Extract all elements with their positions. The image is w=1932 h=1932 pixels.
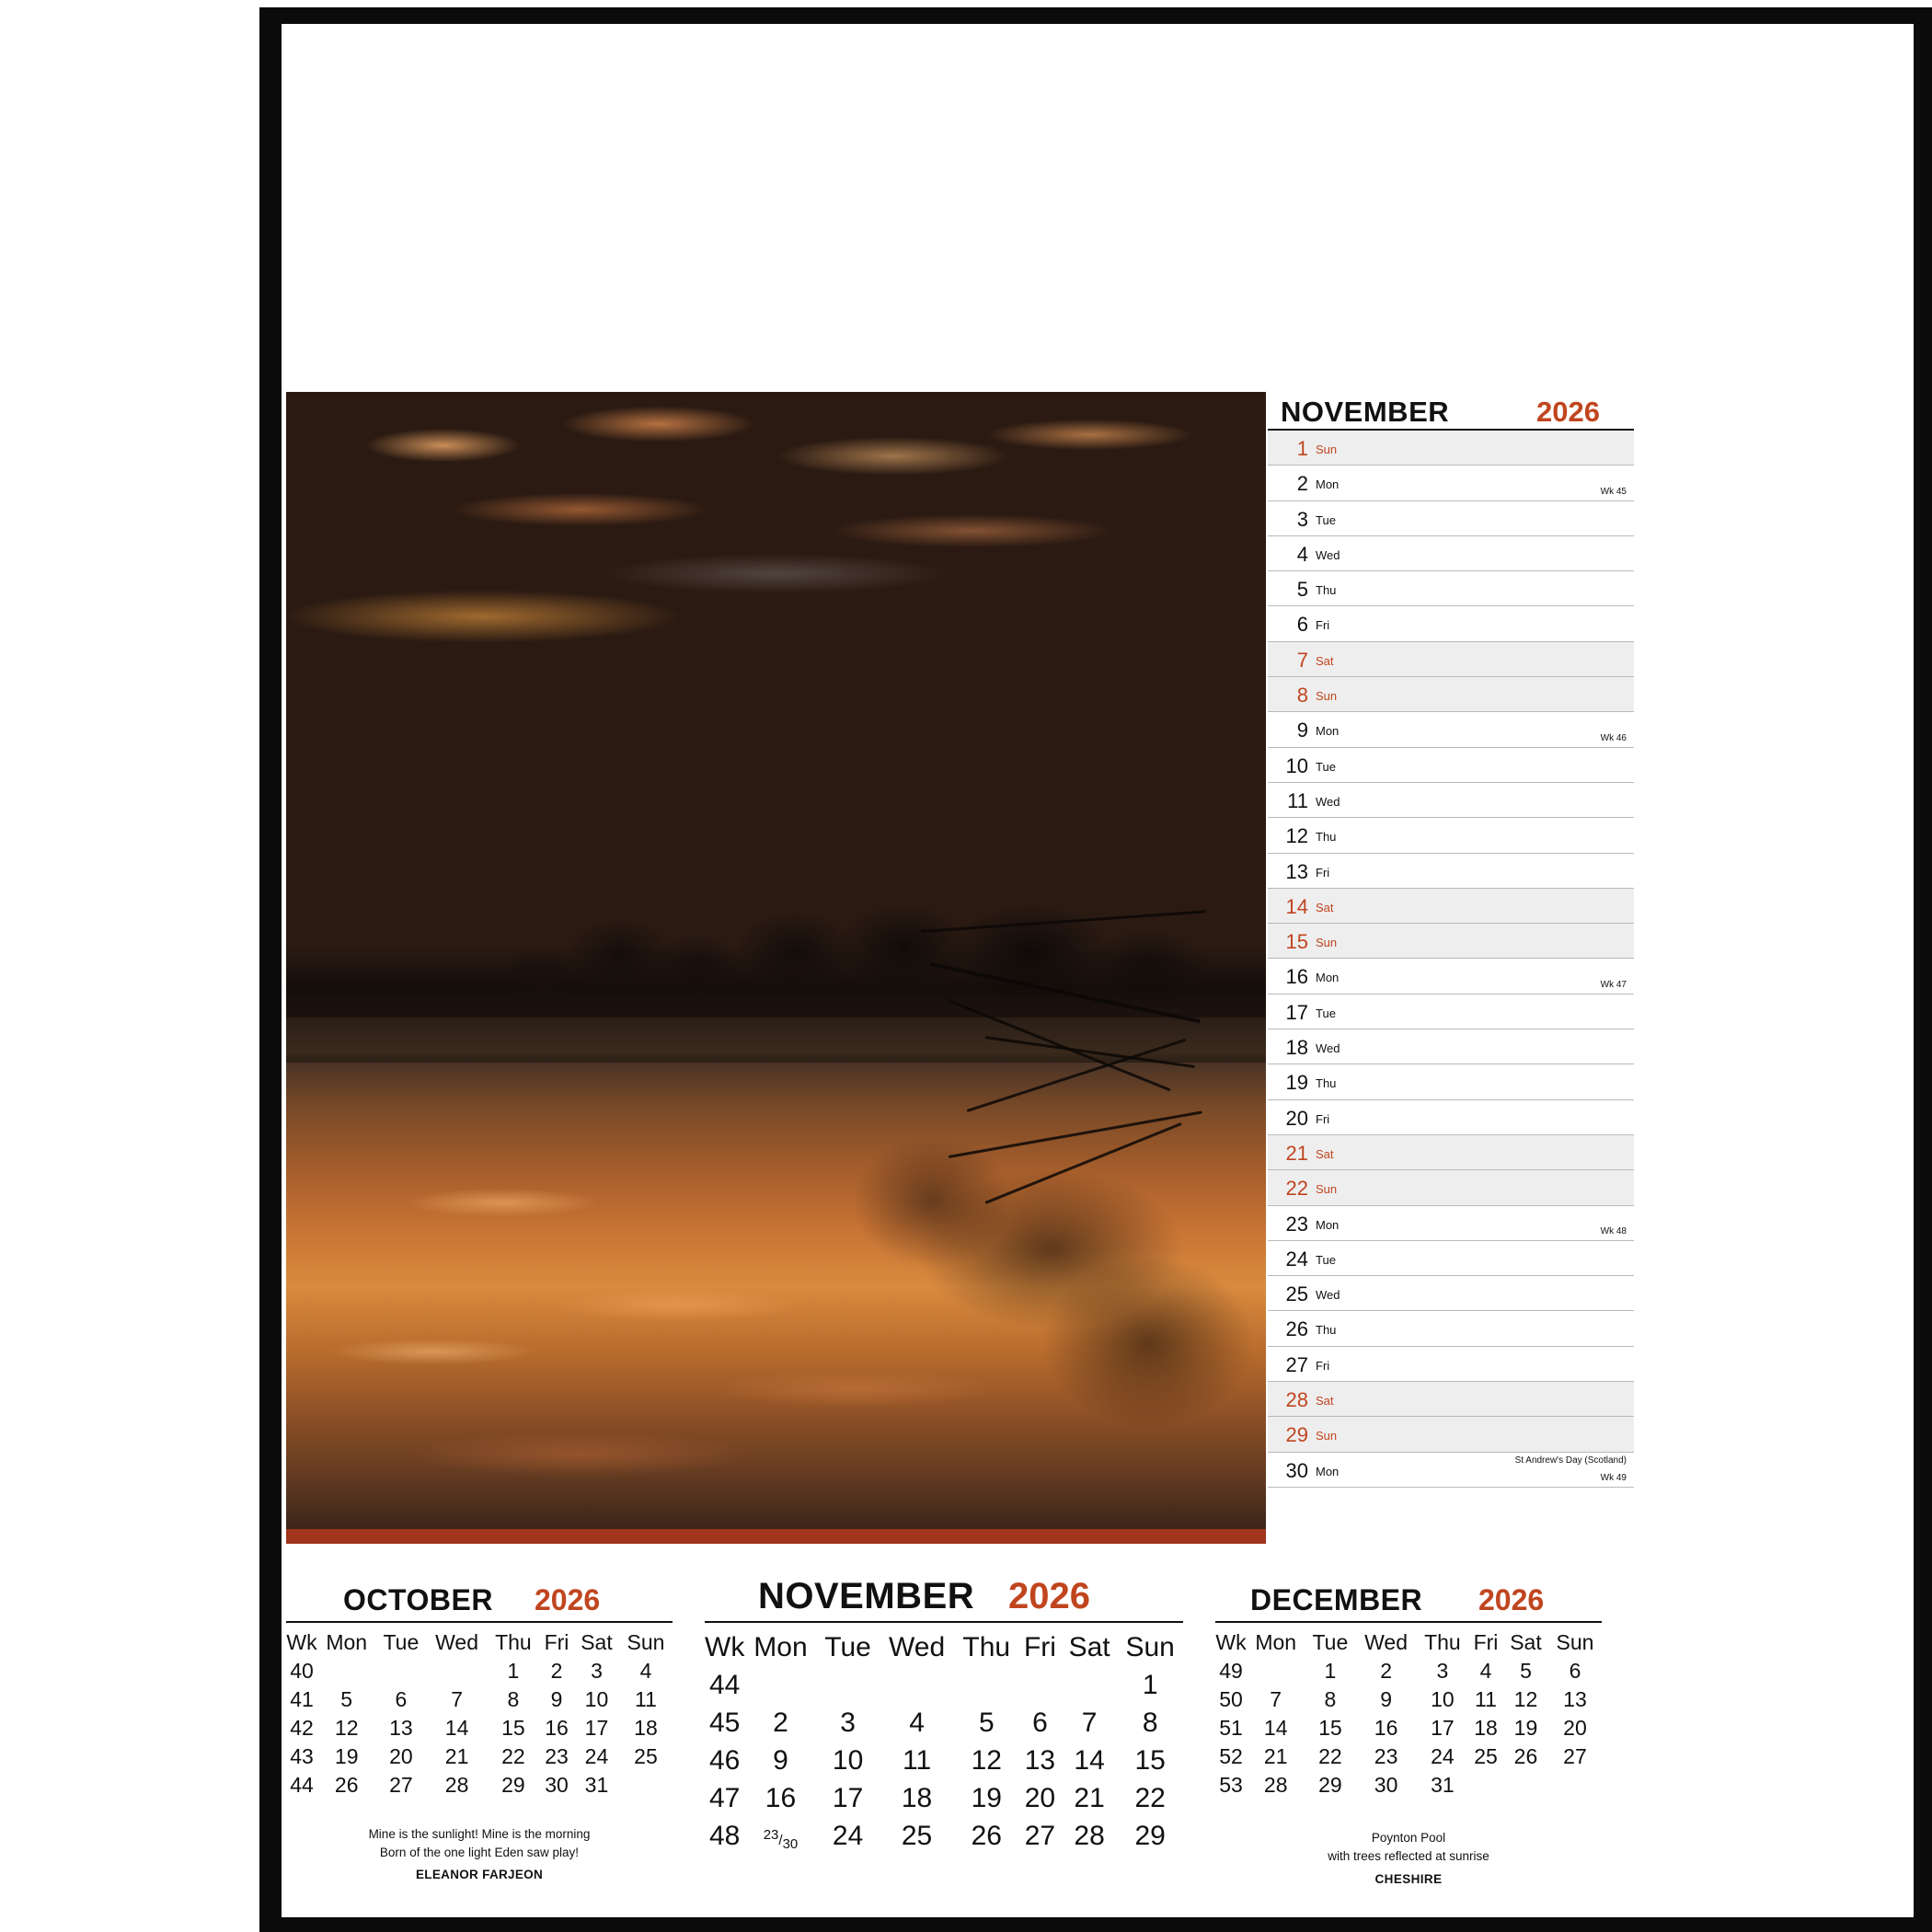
day-number: 28 xyxy=(1285,1388,1308,1412)
mini-day-cell[interactable]: 5 xyxy=(978,1707,995,1738)
mini-day-cell[interactable]: 4 xyxy=(909,1707,925,1738)
mini-header xyxy=(1215,1579,1602,1623)
mini-day-cell[interactable]: 18 xyxy=(1474,1716,1498,1740)
mini-day-cell[interactable]: 19 xyxy=(334,1744,359,1768)
wk-header: Wk xyxy=(1215,1630,1247,1654)
day-number: 20 xyxy=(1285,1106,1308,1130)
mini-day-cell[interactable]: 14 xyxy=(444,1716,469,1740)
mini-grid xyxy=(286,1628,673,1800)
mini-day-cell[interactable]: 3 xyxy=(1436,1659,1449,1683)
mini-day-cell[interactable]: 11 xyxy=(902,1744,932,1776)
mini-week-number: 47 xyxy=(708,1782,741,1813)
mini-day-cell[interactable]: 12 xyxy=(1513,1687,1538,1711)
mini-week-row xyxy=(705,1666,1183,1704)
mini-day-cell[interactable]: 4 xyxy=(1479,1659,1492,1683)
mini-day-cell[interactable] xyxy=(426,1657,487,1685)
mini-day-cell[interactable]: 19 xyxy=(971,1782,1002,1813)
mini-day-cell[interactable]: 14 xyxy=(1074,1744,1105,1776)
mini-day-cell[interactable] xyxy=(955,1666,1018,1704)
page-frame xyxy=(259,7,1932,1932)
day-row[interactable] xyxy=(1268,712,1634,747)
mini-week-number: 41 xyxy=(290,1687,314,1711)
day-name: Sun xyxy=(1316,1182,1338,1197)
day-number: 10 xyxy=(1285,753,1308,777)
mini-day-cell[interactable]: 19 xyxy=(1513,1716,1538,1740)
mini-week-row xyxy=(286,1714,673,1742)
day-name: Thu xyxy=(1316,830,1337,845)
mini-day-cell[interactable]: 23 xyxy=(1374,1744,1398,1768)
mini-year: 2026 xyxy=(1008,1576,1090,1616)
mini-day-cell[interactable]: 24 xyxy=(832,1820,864,1851)
wk-header: Wk xyxy=(286,1630,317,1654)
mini-day-cell[interactable]: 7 xyxy=(1081,1707,1098,1738)
day-row[interactable] xyxy=(1268,536,1634,571)
mini-day-cell[interactable]: 20 xyxy=(1563,1716,1587,1740)
mini-day-cell[interactable]: 23 xyxy=(545,1744,569,1768)
mini-header xyxy=(705,1576,1183,1623)
mini-day-cell[interactable] xyxy=(1548,1771,1602,1800)
day-name: Fri xyxy=(1316,1358,1330,1373)
wk-header: Wk xyxy=(705,1631,745,1662)
mini-day-cell[interactable]: 10 xyxy=(584,1687,609,1711)
day-number: 25 xyxy=(1285,1282,1308,1306)
day-name: Tue xyxy=(1316,512,1336,527)
day-number: 7 xyxy=(1296,648,1308,672)
day-name: Sat xyxy=(1316,1394,1334,1409)
day-number: 13 xyxy=(1285,859,1308,883)
day-name: Sun xyxy=(1316,689,1338,704)
day-number: 16 xyxy=(1285,965,1308,989)
day-name: Sun xyxy=(1316,1429,1338,1443)
month-title: NOVEMBER xyxy=(1281,396,1450,428)
mini-week-row xyxy=(1215,1657,1602,1685)
mini-week-number: 52 xyxy=(1219,1744,1243,1768)
day-name: Mon xyxy=(1316,971,1340,985)
dow-header: Thu xyxy=(495,1630,532,1654)
day-number: 27 xyxy=(1285,1352,1308,1376)
photo-area xyxy=(286,392,1266,1555)
dow-header: Mon xyxy=(753,1631,808,1662)
mini-title: OCTOBER xyxy=(343,1583,493,1616)
mini-day-cell[interactable]: 29 xyxy=(1318,1773,1342,1797)
day-row[interactable] xyxy=(1268,1311,1634,1346)
mini-day-cell[interactable]: 16 xyxy=(765,1782,797,1813)
day-name: Sat xyxy=(1316,900,1334,914)
mini-day-cell[interactable]: 28 xyxy=(1263,1773,1288,1797)
day-row[interactable] xyxy=(1268,854,1634,889)
day-number: 9 xyxy=(1296,719,1308,742)
mini-day-cell[interactable]: 15 xyxy=(1318,1716,1342,1740)
mini-day-cell[interactable]: 9 xyxy=(773,1744,788,1776)
mini-day-cell[interactable]: 25 xyxy=(901,1820,933,1851)
mini-day-cell[interactable] xyxy=(317,1657,375,1685)
mini-week-number: 50 xyxy=(1219,1687,1243,1711)
mini-calendar-november xyxy=(705,1576,1183,1855)
mini-day-cell[interactable]: 10 xyxy=(1431,1687,1455,1711)
mini-week-row xyxy=(1215,1742,1602,1771)
dow-header: Tue xyxy=(1312,1630,1349,1654)
mini-day-cell[interactable]: 21 xyxy=(1074,1782,1105,1813)
day-number: 1 xyxy=(1296,437,1308,460)
mini-day-cell[interactable]: 20 xyxy=(389,1744,413,1768)
mini-week-row xyxy=(1215,1685,1602,1714)
dow-header: Fri xyxy=(1473,1630,1499,1654)
week-number: Wk 45 xyxy=(1600,486,1627,497)
mini-day-cell[interactable]: 8 xyxy=(1142,1707,1158,1738)
mini-day-cell[interactable]: 26 xyxy=(334,1773,359,1797)
dow-header: Thu xyxy=(1424,1630,1461,1654)
quote-line-2: Born of the one light Eden saw play! xyxy=(379,1845,580,1859)
mini-day-cell[interactable]: 2 xyxy=(550,1659,563,1683)
month-year: 2026 xyxy=(1536,396,1600,428)
dow-header: Sat xyxy=(1510,1630,1542,1654)
day-number: 12 xyxy=(1285,824,1308,848)
mini-day-cell[interactable]: 29 xyxy=(501,1773,525,1797)
mini-day-cell[interactable]: 4 xyxy=(639,1659,652,1683)
mini-day-cell[interactable]: 1 xyxy=(1324,1659,1337,1683)
mini-week-row xyxy=(705,1779,1183,1817)
day-number: 30 xyxy=(1285,1458,1308,1482)
mini-day-cell[interactable]: 28 xyxy=(1074,1820,1105,1851)
mini-day-cell[interactable]: 3 xyxy=(840,1707,856,1738)
dow-header: Fri xyxy=(544,1630,569,1654)
day-name: Mon xyxy=(1316,1217,1340,1232)
day-number: 15 xyxy=(1285,930,1308,954)
day-row[interactable] xyxy=(1268,1029,1634,1064)
day-name: Mon xyxy=(1316,724,1340,739)
mini-day-cell[interactable]: 15 xyxy=(501,1716,525,1740)
mini-day-cell[interactable]: 24 xyxy=(584,1744,609,1768)
mini-week-number: 42 xyxy=(290,1716,314,1740)
day-number: 3 xyxy=(1296,507,1308,531)
mini-week-number: 40 xyxy=(290,1659,314,1683)
day-name: Wed xyxy=(1316,794,1340,809)
day-name: Sun xyxy=(1316,443,1338,456)
day-number: 6 xyxy=(1296,613,1308,637)
dow-header: Sun xyxy=(627,1630,665,1654)
dow-header: Wed xyxy=(435,1630,479,1654)
mini-week-number: 44 xyxy=(708,1669,741,1700)
day-row[interactable] xyxy=(1268,1276,1634,1311)
mini-day-cell[interactable]: 5 xyxy=(340,1687,353,1711)
mini-year: 2026 xyxy=(535,1583,601,1616)
week-number: Wk 46 xyxy=(1600,732,1627,743)
day-row[interactable] xyxy=(1268,818,1634,853)
mini-grid xyxy=(705,1628,1183,1855)
mini-day-cell[interactable]: 22 xyxy=(1318,1744,1342,1768)
mini-day-cell[interactable]: 21 xyxy=(444,1744,469,1768)
mini-day-cell[interactable]: 11 xyxy=(1475,1687,1497,1711)
quote-line-1: Mine is the sunlight! Mine is the morning xyxy=(368,1827,591,1841)
mini-grid xyxy=(1215,1628,1602,1800)
day-row[interactable] xyxy=(1268,677,1634,712)
mini-day-cell[interactable]: 9 xyxy=(550,1687,563,1711)
mini-day-cell[interactable]: 20 xyxy=(1024,1782,1056,1813)
day-name: Mon xyxy=(1316,477,1340,492)
day-number: 17 xyxy=(1285,1000,1308,1024)
dow-header: Sat xyxy=(1068,1631,1110,1662)
mini-day-cell[interactable] xyxy=(1062,1666,1117,1704)
mini-day-cell[interactable]: 27 xyxy=(1563,1744,1587,1768)
mini-week-row xyxy=(1215,1714,1602,1742)
day-row[interactable] xyxy=(1268,1241,1634,1276)
day-number: 21 xyxy=(1285,1141,1308,1165)
day-name: Fri xyxy=(1316,618,1330,633)
mini-day-cell[interactable]: 7 xyxy=(1270,1687,1282,1711)
mini-day-cell[interactable] xyxy=(1247,1657,1305,1685)
month-header xyxy=(1268,392,1634,431)
day-number: 23 xyxy=(1285,1212,1308,1236)
day-number: 4 xyxy=(1296,542,1308,566)
mini-day-cell[interactable]: 1 xyxy=(1142,1669,1158,1700)
mini-day-cell[interactable]: 26 xyxy=(971,1820,1002,1851)
day-name: Thu xyxy=(1316,1076,1337,1091)
mini-day-cell[interactable]: 11 xyxy=(635,1687,657,1711)
mini-day-cell[interactable]: 17 xyxy=(832,1782,864,1813)
day-name: Sat xyxy=(1316,653,1334,668)
day-number: 8 xyxy=(1296,684,1308,707)
dow-header: Tue xyxy=(383,1630,420,1654)
mini-week-row xyxy=(705,1704,1183,1742)
mini-week-number: 53 xyxy=(1219,1773,1243,1797)
day-number: 5 xyxy=(1296,578,1308,602)
mini-day-cell[interactable]: 15 xyxy=(1134,1744,1166,1776)
mini-day-cell[interactable]: 31 xyxy=(584,1773,609,1797)
mini-day-cell[interactable]: 7 xyxy=(451,1687,463,1711)
mini-day-cell[interactable]: 5 xyxy=(1520,1659,1532,1683)
accent-strip xyxy=(286,1529,1266,1544)
caption-line-1: Poynton Pool xyxy=(1371,1831,1446,1845)
mini-day-cell[interactable]: 2 xyxy=(773,1707,788,1738)
calendar-sheet xyxy=(282,24,1914,1917)
day-row[interactable] xyxy=(1268,1453,1634,1488)
week-number: Wk 48 xyxy=(1600,1225,1627,1236)
mini-day-cell[interactable]: 21 xyxy=(1263,1744,1288,1768)
mini-day-cell[interactable] xyxy=(375,1657,426,1685)
day-name: Thu xyxy=(1316,1323,1337,1338)
mini-day-cell[interactable]: 17 xyxy=(1431,1716,1455,1740)
dow-header: Sat xyxy=(581,1630,613,1654)
mini-day-cell[interactable]: 25 xyxy=(1474,1744,1498,1768)
mini-day-cell[interactable]: 31 xyxy=(1431,1773,1455,1797)
mini-day-cell[interactable]: 6 xyxy=(395,1687,408,1711)
mini-day-cell[interactable]: $^{23}/_{30}$ xyxy=(763,1826,799,1852)
day-row[interactable] xyxy=(1268,1347,1634,1382)
mini-day-cell[interactable]: 18 xyxy=(901,1782,933,1813)
mini-day-cell[interactable]: 13 xyxy=(1024,1744,1056,1776)
day-row[interactable] xyxy=(1268,1382,1634,1417)
mini-title: DECEMBER xyxy=(1250,1583,1423,1616)
day-row[interactable] xyxy=(1268,571,1634,606)
mini-week-number: 48 xyxy=(708,1820,741,1851)
day-name: Mon xyxy=(1316,1464,1340,1478)
mini-week-row xyxy=(1215,1771,1602,1800)
day-number: 18 xyxy=(1285,1036,1308,1060)
mini-day-cell[interactable]: 26 xyxy=(1513,1744,1538,1768)
mini-header xyxy=(286,1579,673,1623)
month-column xyxy=(1268,392,1634,1555)
mini-calendar-october xyxy=(286,1579,673,1882)
day-row[interactable] xyxy=(1268,995,1634,1029)
day-name: Fri xyxy=(1316,1111,1330,1126)
photo-water-reflections xyxy=(286,1063,1266,1529)
day-name: Wed xyxy=(1316,547,1340,562)
mini-day-cell[interactable]: 3 xyxy=(591,1659,603,1683)
day-row[interactable] xyxy=(1268,783,1634,818)
day-number: 2 xyxy=(1296,472,1308,496)
quote-block xyxy=(286,1825,673,1884)
photo-caption xyxy=(1215,1829,1602,1889)
dow-header: Sun xyxy=(1125,1631,1175,1662)
day-note: St Andrew's Day (Scotland) xyxy=(1514,1455,1627,1466)
day-name: Tue xyxy=(1316,759,1336,774)
day-name: Sat xyxy=(1316,1146,1334,1161)
mini-day-cell[interactable]: 10 xyxy=(832,1744,864,1776)
mini-day-cell[interactable]: 29 xyxy=(1134,1820,1166,1851)
day-number: 14 xyxy=(1285,894,1308,918)
mini-day-cell[interactable]: 17 xyxy=(584,1716,609,1740)
day-number: 26 xyxy=(1285,1317,1308,1341)
dow-header: Sun xyxy=(1556,1630,1594,1654)
mini-day-cell[interactable] xyxy=(744,1666,816,1704)
sunset-lake-photo xyxy=(286,392,1266,1529)
day-row[interactable] xyxy=(1268,748,1634,783)
day-name: Tue xyxy=(1316,1252,1336,1267)
day-row[interactable] xyxy=(1268,466,1634,500)
day-number: 11 xyxy=(1287,788,1308,812)
week-number: Wk 47 xyxy=(1600,979,1627,990)
day-name: Wed xyxy=(1316,1288,1340,1303)
mini-day-cell[interactable]: 8 xyxy=(1324,1687,1337,1711)
mini-calendars xyxy=(286,1576,1634,1886)
day-row[interactable] xyxy=(1268,1206,1634,1241)
dow-header: Mon xyxy=(1255,1630,1297,1654)
mini-day-cell[interactable]: 16 xyxy=(545,1716,569,1740)
day-row[interactable] xyxy=(1268,431,1634,466)
photo-treeline xyxy=(286,846,1266,1029)
day-number: 29 xyxy=(1285,1423,1308,1447)
mini-day-cell[interactable]: 6 xyxy=(1569,1659,1581,1683)
dow-header: Thu xyxy=(962,1631,1011,1662)
mini-title: NOVEMBER xyxy=(758,1576,975,1616)
day-name: Sun xyxy=(1316,936,1338,950)
mini-day-cell[interactable]: 27 xyxy=(1024,1820,1056,1851)
dow-header: Fri xyxy=(1023,1631,1056,1662)
mini-day-cell[interactable]: 25 xyxy=(634,1744,658,1768)
dow-header: Wed xyxy=(1364,1630,1409,1654)
day-number: 22 xyxy=(1285,1177,1308,1201)
day-number: 19 xyxy=(1285,1071,1308,1095)
mini-day-cell[interactable]: 13 xyxy=(389,1716,413,1740)
day-row[interactable] xyxy=(1268,1170,1634,1205)
mini-week-row xyxy=(705,1742,1183,1779)
day-row[interactable] xyxy=(1268,1417,1634,1452)
mini-day-cell[interactable]: 2 xyxy=(1380,1659,1392,1683)
mini-week-row xyxy=(705,1817,1183,1855)
mini-day-cell[interactable]: 6 xyxy=(1032,1707,1048,1738)
mini-day-cell[interactable]: 8 xyxy=(507,1687,520,1711)
mini-day-cell[interactable]: 22 xyxy=(501,1744,525,1768)
day-name: Wed xyxy=(1316,1041,1340,1056)
mini-day-cell[interactable]: 28 xyxy=(444,1773,469,1797)
mini-week-number: 44 xyxy=(290,1773,314,1797)
day-row[interactable] xyxy=(1268,1064,1634,1099)
day-number: 24 xyxy=(1285,1247,1308,1271)
mini-day-cell[interactable]: 30 xyxy=(545,1773,569,1797)
mini-week-number: 51 xyxy=(1219,1716,1243,1740)
mini-week-number: 43 xyxy=(290,1744,314,1768)
mini-day-cell[interactable]: 30 xyxy=(1374,1773,1398,1797)
quote-author: ELEANOR FARJEON xyxy=(415,1868,544,1882)
mini-day-cell[interactable]: 18 xyxy=(634,1716,658,1740)
week-number: Wk 49 xyxy=(1600,1472,1627,1483)
mini-day-cell[interactable] xyxy=(880,1666,955,1704)
mini-week-row xyxy=(286,1685,673,1714)
mini-week-number: 45 xyxy=(708,1707,741,1738)
mini-day-cell[interactable]: 9 xyxy=(1380,1687,1392,1711)
day-row[interactable] xyxy=(1268,924,1634,959)
mini-day-cell[interactable]: 16 xyxy=(1374,1716,1398,1740)
mini-week-number: 46 xyxy=(708,1744,741,1776)
mini-calendar-december xyxy=(1215,1579,1602,1800)
mini-day-cell[interactable]: 13 xyxy=(1563,1687,1587,1711)
day-row[interactable] xyxy=(1268,1100,1634,1135)
mini-week-row xyxy=(286,1742,673,1771)
mini-day-cell[interactable] xyxy=(817,1666,880,1704)
day-name: Tue xyxy=(1316,1006,1336,1020)
dow-header: Mon xyxy=(326,1630,368,1654)
mini-day-cell[interactable]: 22 xyxy=(1134,1782,1166,1813)
mini-week-row xyxy=(286,1771,673,1800)
day-row[interactable] xyxy=(1268,889,1634,924)
day-row[interactable] xyxy=(1268,501,1634,536)
mini-day-cell[interactable]: 14 xyxy=(1263,1716,1288,1740)
caption-place: CHESHIRE xyxy=(1374,1871,1443,1886)
mini-day-cell[interactable] xyxy=(1018,1666,1062,1704)
caption-line-2: with trees reflected at sunrise xyxy=(1328,1849,1489,1864)
day-row[interactable] xyxy=(1268,959,1634,994)
mini-day-cell[interactable] xyxy=(1503,1771,1548,1800)
dow-header: Tue xyxy=(824,1631,871,1662)
mini-week-row xyxy=(286,1657,673,1685)
dow-header: Wed xyxy=(888,1631,946,1662)
mini-day-cell[interactable]: 12 xyxy=(334,1716,359,1740)
day-name: Fri xyxy=(1316,865,1330,880)
mini-day-cell[interactable] xyxy=(1468,1771,1503,1800)
day-rows xyxy=(1268,431,1634,1488)
mini-day-cell[interactable]: 12 xyxy=(971,1744,1002,1776)
mini-day-cell[interactable] xyxy=(619,1771,673,1800)
day-row[interactable] xyxy=(1268,606,1634,641)
mini-day-cell[interactable]: 27 xyxy=(389,1773,413,1797)
day-row[interactable] xyxy=(1268,1135,1634,1170)
mini-year: 2026 xyxy=(1478,1583,1545,1616)
day-name: Thu xyxy=(1316,583,1337,598)
mini-day-cell[interactable]: 24 xyxy=(1431,1744,1455,1768)
day-row[interactable] xyxy=(1268,642,1634,677)
mini-week-number: 49 xyxy=(1219,1659,1243,1683)
mini-day-cell[interactable]: 1 xyxy=(507,1659,520,1683)
